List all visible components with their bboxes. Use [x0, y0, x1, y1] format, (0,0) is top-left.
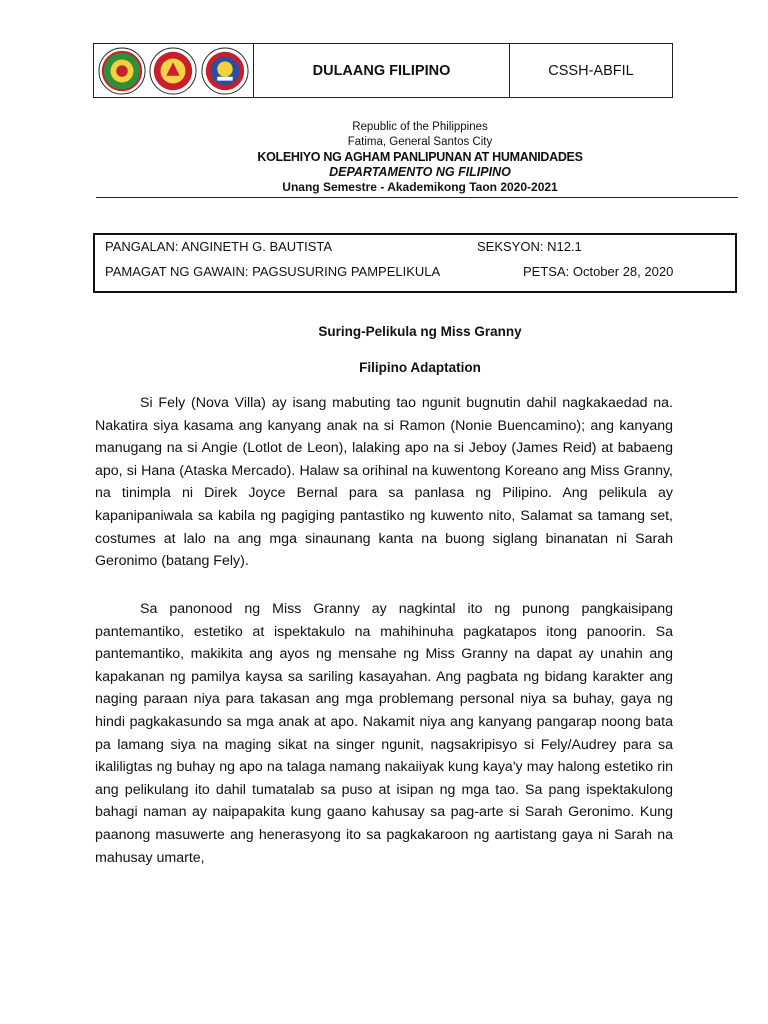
- header-course-code: CSSH-ABFIL: [548, 62, 634, 79]
- semester-line: Unang Semestre - Akademikong Taon 2020-2021: [282, 180, 558, 194]
- activity-date: PETSA: October 28, 2020: [523, 264, 674, 279]
- university-seal-icon: [98, 47, 146, 95]
- info-row-name: [105, 238, 725, 256]
- activity-title: PAMAGAT NG GAWAIN: PAGSUSURING PAMPELIKULA: [105, 264, 441, 279]
- header-divider: [96, 197, 738, 198]
- student-name: PANGALAN: ANGINETH G. BAUTISTA: [105, 239, 333, 254]
- header-table: [93, 43, 673, 98]
- country-line: Republic of the Philippines: [352, 121, 488, 133]
- college-name: KOLEHIYO NG AGHAM PANLIPUNAN AT HUMANIDADES: [257, 150, 583, 164]
- logo-group: [94, 44, 254, 97]
- location-line: Fatima, General Santos City: [347, 136, 493, 148]
- header-title: DULAANG FILIPINO: [254, 44, 510, 97]
- paragraph-2: Sa panonood ng Miss Granny ay nagkintal ito ng punong pangkaisipang pantemantiko, estetiko at ispektakulo na mahihinuha pagkatapos itong panoorin. Sa pantemantiko, makikita ang ayos ng mensahe ng Miss Granny na dapat ay unahin ang kapakanan ng pamilya kaysa sa sariling kasayahan. Ang pagbata ng bidang karakter ang naging paraan niya para takasan ang mga problemang personal niya sa buhay, gaya ng hindi pagkakasundo sa mga anak at apo. Nakamit niya ang kanyang pangarap noong bata pa lamang siya na maging sikat na singer ngunit, nagsakripisyo si Fely/Audrey para sa ikaliligtas ng buhay ng apo na talaga namang nakaiiyak kung kaya'y may halong estetiko rin ang pelikulang ito dahil tumatalab sa puso at isipan ng mga tao. Sa pang ispektakulong bahagi naman ay naipapakita kung gaano kahusay sa pag-arte si Sarah Geronimo. Kung paanong masuwerte ang henerasyong ito sa pagkakaroon ng aartistang gaya ni Sarah na mahusay umarte,: [95, 601, 673, 866]
- student-info-box: [93, 233, 737, 293]
- info-row-activity: [105, 263, 725, 281]
- student-section: SEKSYON: N12.1: [477, 239, 582, 254]
- document-subtitle: Filipino Adaptation: [359, 360, 481, 375]
- paragraph-1: Si Fely (Nova Villa) ay isang mabuting tao ngunit bugnutin dahil nagkakaedad na. Nakatira siya kasama ang kanyang anak na si Ramon (Nonie Buencamino); ang kanyang manugang na si Angie (Lotlot de Leon), lalaking apo na si Jeboy (James Reid) at babaeng apo, si Hana (Ataska Mercado). Halaw sa orihinal na kuwentong Koreano ang Miss Granny, na tinimpla ni Direk Joyce Bernal para sa panlasa ng Pilipino. Ang pelikula ay kapanipaniwala sa kabila ng pagiging pantastiko ng kuwento nito, Salamat sa tamang set, costumes at lalo na ang mga sinaunang kanta na buong siglang binanatan ni Sarah Geronimo (batang Fely).: [95, 395, 673, 570]
- college-seal-icon: [149, 47, 197, 95]
- department-name: DEPARTAMENTO NG FILIPINO: [329, 165, 511, 179]
- document-title: Suring-Pelikula ng Miss Granny: [318, 324, 522, 339]
- department-seal-icon: [201, 47, 249, 95]
- institution-block: [100, 120, 740, 195]
